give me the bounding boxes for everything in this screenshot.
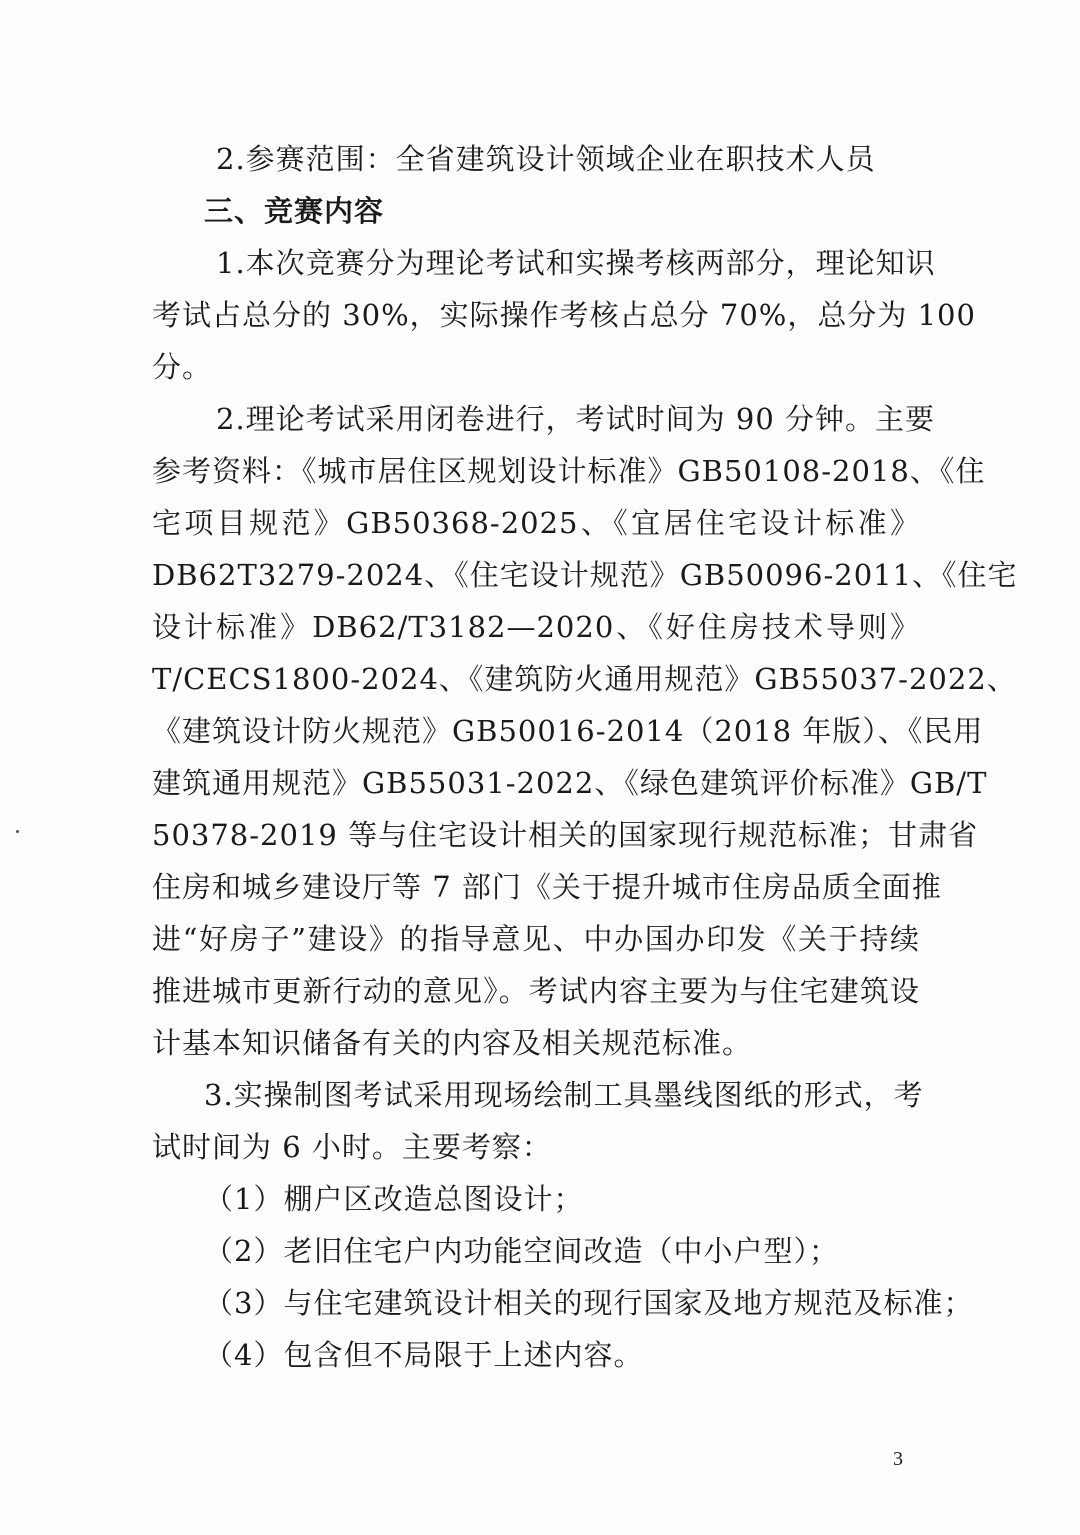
scope-line: 2.参赛范围：全省建筑设计领域企业在职技术人员 (216, 142, 876, 176)
paragraph-line: 《建筑设计防火规范》GB50016-2014（2018 年版）、《民用 (152, 714, 984, 748)
scan-speck (16, 830, 19, 833)
list-item: （3）与住宅建筑设计相关的现行国家及地方规范及标准； (204, 1286, 974, 1320)
section-heading: 三、竞赛内容 (204, 194, 385, 228)
paragraph-line: 进“好房子”建设》的指导意见、中办国办印发《关于持续 (152, 922, 920, 956)
paragraph-line: 推进城市更新行动的意见》。考试内容主要为与住宅建筑设 (152, 974, 920, 1008)
paragraph-line: 建筑通用规范》GB55031-2022、《绿色建筑评价标准》GB/T (152, 766, 988, 800)
paragraph-line: 1.本次竞赛分为理论考试和实操考核两部分，理论知识 (216, 246, 936, 280)
body-text (152, 133, 1018, 1381)
paragraph-line: 分。 (152, 350, 213, 384)
paragraph-line: 2.理论考试采用闭卷进行，考试时间为 90 分钟。主要 (216, 402, 936, 436)
paragraph-line: 参考资料：《城市居住区规划设计标准》GB50108-2018、《住 (152, 454, 986, 488)
paragraph-line: 50378-2019 等与住宅设计相关的国家现行规范标准；甘肃省 (152, 818, 979, 852)
paragraph-line: 3.实操制图考试采用现场绘制工具墨线图纸的形式，考 (204, 1078, 924, 1112)
paragraph-line: 试时间为 6 小时。主要考察： (152, 1130, 552, 1164)
list-item: （4）包含但不局限于上述内容。 (204, 1338, 644, 1372)
paragraph-line: 考试占总分的 30%，实际操作考核占总分 70%，总分为 100 (152, 298, 976, 332)
paragraph-line: T/CECS1800-2024、《建筑防火通用规范》GB55037-2022、 (152, 662, 1017, 696)
paragraph-line: 计基本知识储备有关的内容及相关规范标准。 (152, 1026, 753, 1060)
paragraph-line: DB62T3279-2024、《住宅设计规范》GB50096-2011、《住宅 (152, 558, 1018, 592)
paragraph-line: 宅项目规范》GB50368-2025、《宜居住宅设计标准》 (152, 506, 920, 540)
paragraph-line: 住房和城乡建设厅等 7 部门《关于提升城市住房品质全面推 (152, 870, 942, 904)
list-item: （1）棚户区改造总图设计； (204, 1182, 584, 1216)
page-number: 3 (893, 1448, 903, 1470)
list-item: （2）老旧住宅户内功能空间改造（中小户型）； (204, 1234, 839, 1268)
paragraph-line: 设计标准》DB62/T3182—2020、《好住房技术导则》 (152, 610, 920, 644)
